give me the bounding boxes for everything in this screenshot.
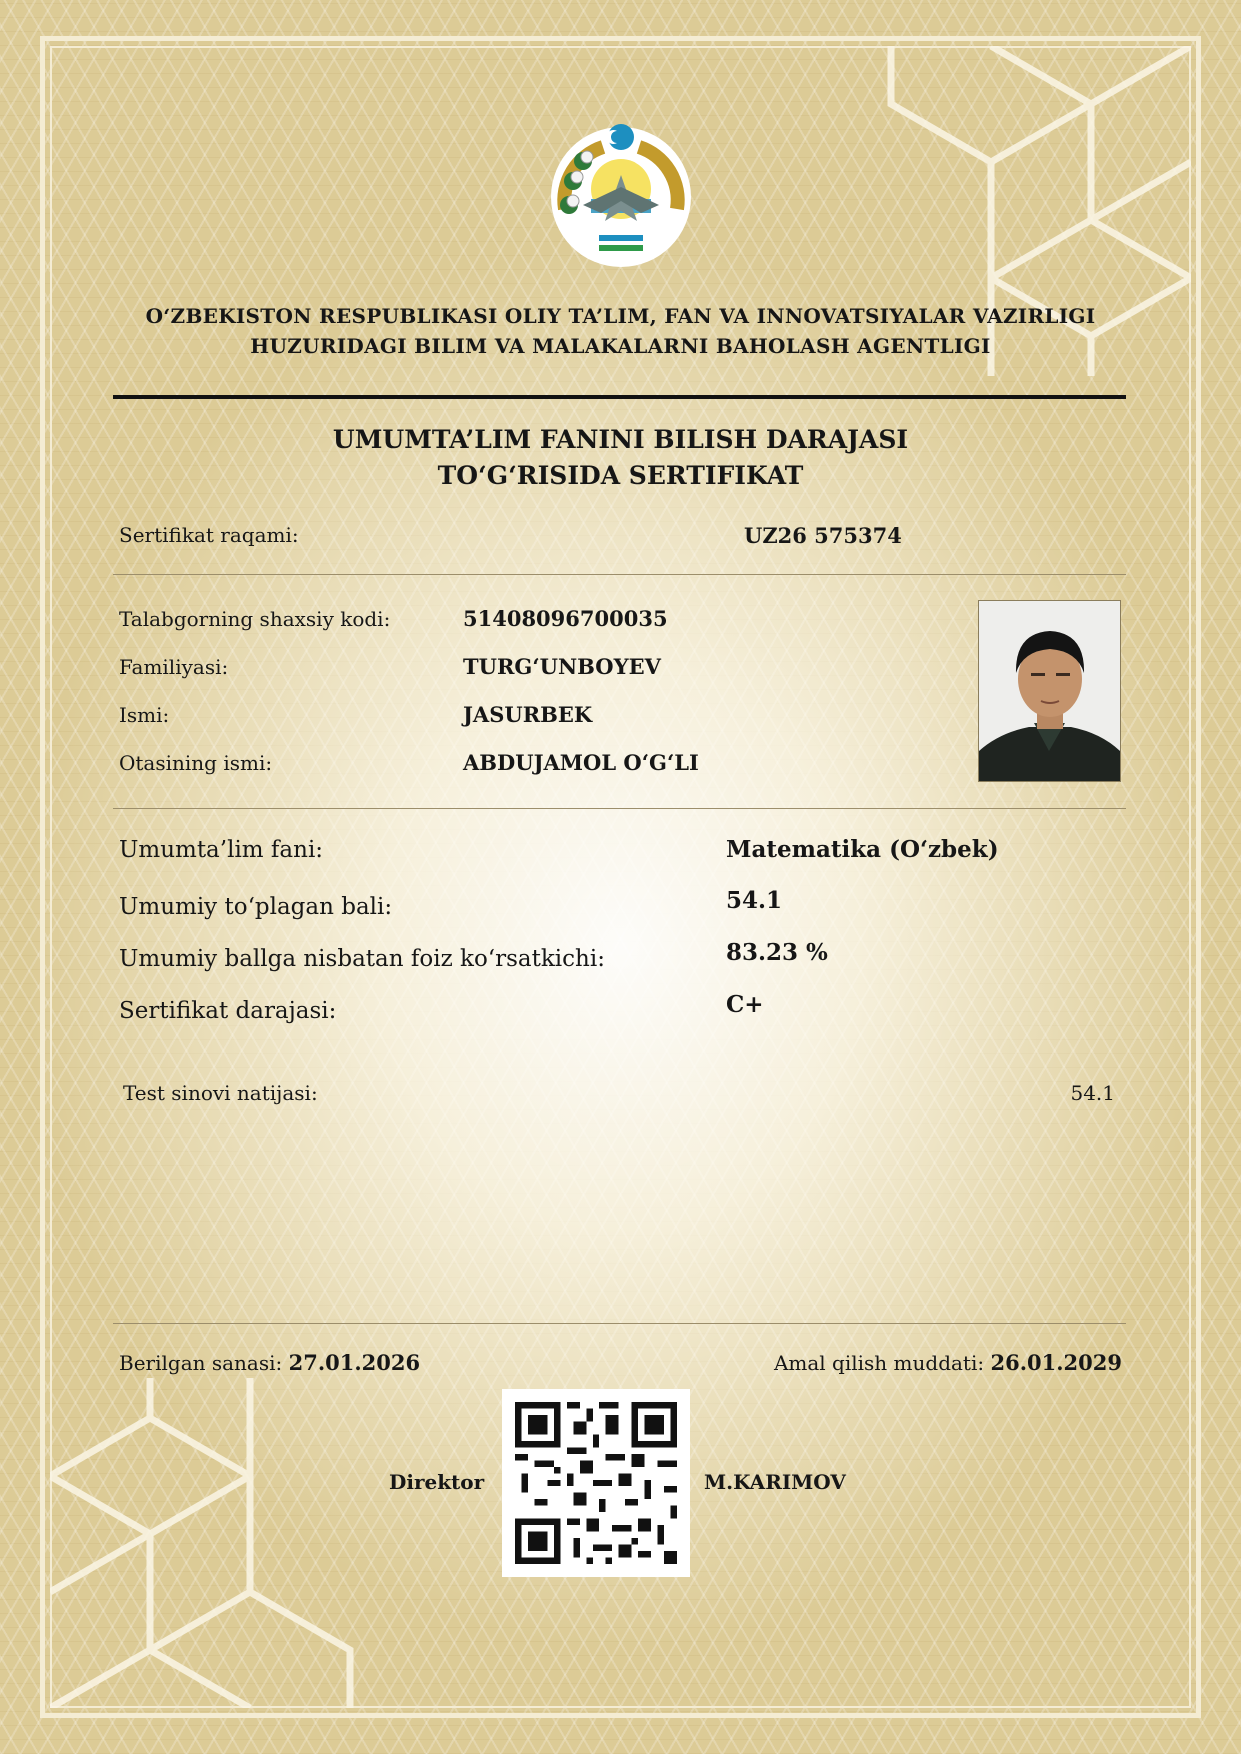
personal-code-value: 51408096700035 (463, 606, 668, 631)
subject-label: Umumta’lim fani: (119, 837, 324, 863)
corner-ornament-bottom-left (50, 1378, 380, 1708)
issue-date-value: 27.01.2026 (288, 1350, 421, 1375)
agency-name-line1: O‘ZBEKISTON RESPUBLIKASI OLIY TA’LIM, FAN VA INNOVATSIYALAR VAZIRLIGI (145, 304, 1096, 328)
certificate-title-line1: UMUMTA’LIM FANINI BILISH DARAJASI (332, 425, 909, 454)
test-result-value: 54.1 (1070, 1081, 1115, 1105)
total-score-value: 54.1 (726, 887, 783, 914)
validity-date-value: 26.01.2029 (990, 1350, 1122, 1375)
signatory-role: Direktor (389, 1470, 485, 1494)
total-score-label: Umumiy to‘plagan bali: (119, 894, 393, 920)
divider (113, 574, 1126, 575)
header-divider (113, 395, 1126, 399)
state-emblem-icon (543, 117, 699, 273)
divider (113, 808, 1126, 809)
signatory-name: M.KARIMOV (704, 1470, 846, 1494)
issue-date-label: Berilgan sanasi: (119, 1351, 283, 1375)
issue-date (119, 1350, 420, 1375)
agency-name-line2: HUZURIDAGI BILIM VA MALAKALARNI BAHOLASH AGENTLIGI (250, 334, 991, 358)
name-label: Ismi: (119, 703, 170, 727)
applicant-photo (978, 600, 1121, 782)
surname-label: Familiyasi: (119, 655, 229, 679)
person-portrait-icon (979, 601, 1120, 781)
certificate-number-label: Sertifikat raqami: (119, 523, 299, 547)
validity-date-label: Amal qilish muddati: (773, 1351, 985, 1375)
surname-value: TURG‘UNBOYEV (463, 654, 661, 679)
name-value: JASURBEK (463, 702, 593, 727)
test-result-label: Test sinovi natijasi: (123, 1081, 318, 1105)
certificate-title-line2: TO‘G‘RISIDA SERTIFIKAT (437, 461, 804, 490)
patronymic-value: ABDUJAMOL O‘G‘LI (463, 750, 699, 775)
certificate-number-value: UZ26 575374 (744, 523, 902, 548)
certificate-level-label: Sertifikat darajasi: (119, 998, 337, 1024)
patronymic-label: Otasining ismi: (119, 751, 273, 775)
divider (113, 1323, 1126, 1324)
percentage-label: Umumiy ballga nisbatan foiz ko‘rsatkichi: (119, 946, 605, 972)
personal-code-label: Talabgorning shaxsiy kodi: (119, 607, 391, 631)
percentage-value: 83.23 % (726, 939, 828, 966)
subject-value: Matematika (O‘zbek) (726, 836, 999, 863)
certificate-level-value: C+ (726, 991, 764, 1018)
validity-date (700, 1350, 1122, 1375)
qr-code-icon (502, 1389, 690, 1577)
